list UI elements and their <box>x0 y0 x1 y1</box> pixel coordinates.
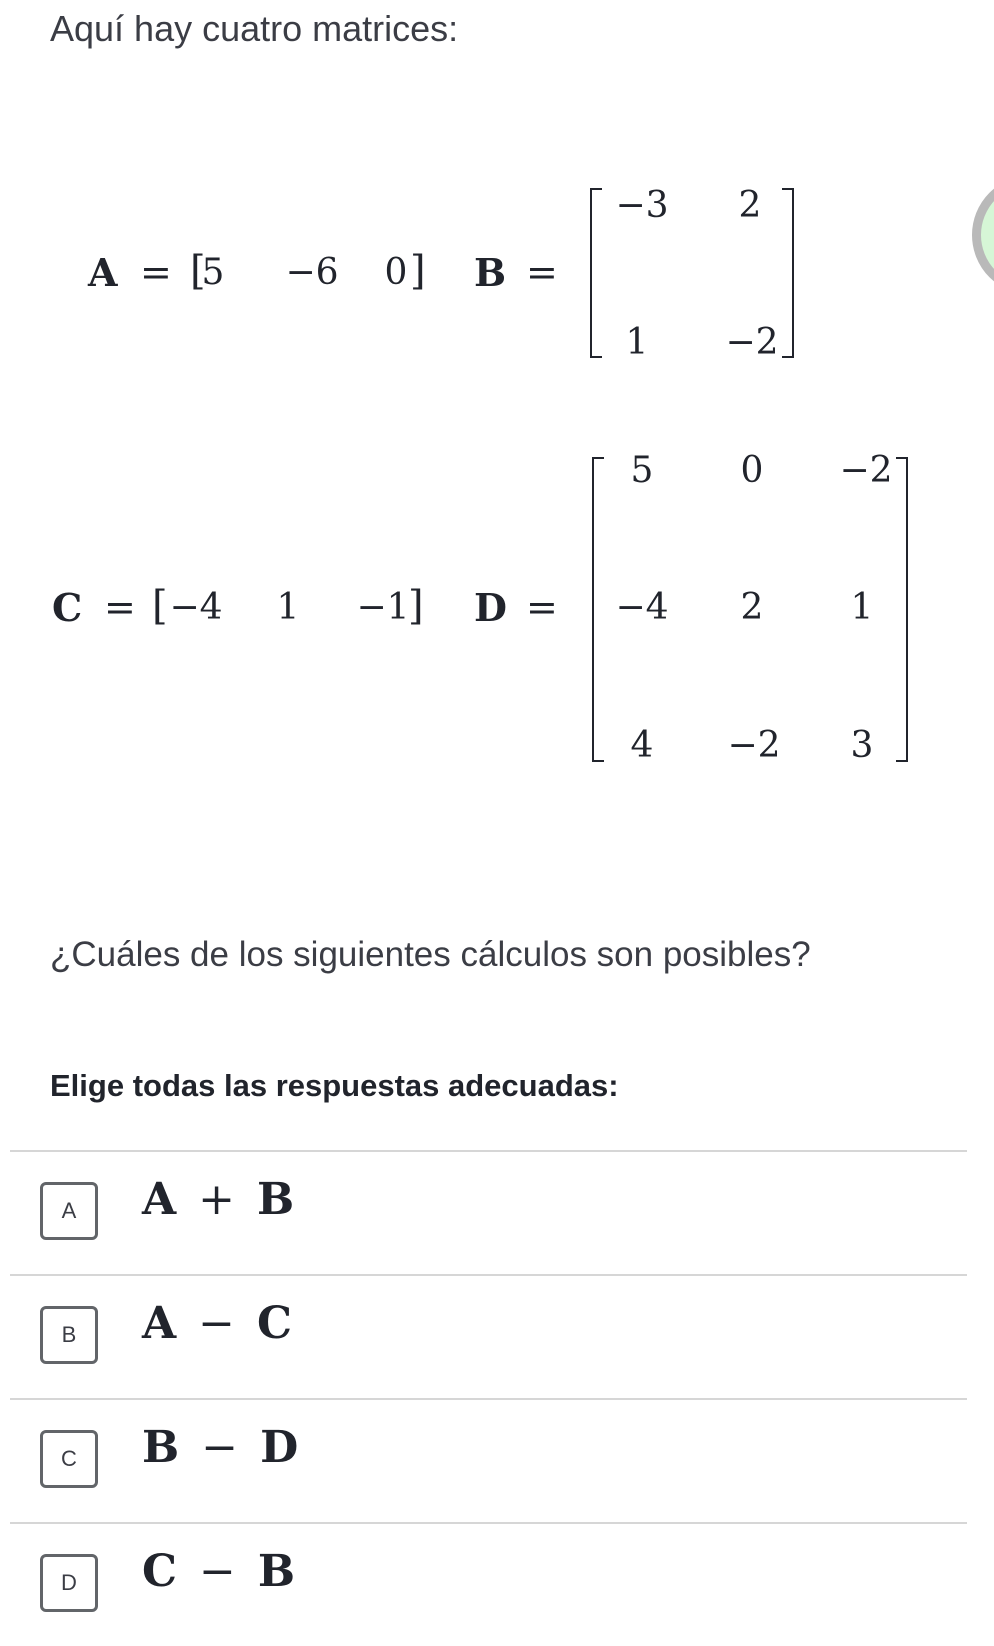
instruction-text: Elige todas las respuestas adecuadas: <box>50 1068 619 1103</box>
expr-right-operand: B <box>257 1174 295 1225</box>
choice-letter-badge: A <box>40 1182 98 1240</box>
matrix-b-cell: 1 <box>625 322 649 363</box>
matrix-c-cell: 1 <box>276 587 300 628</box>
matrix-d-equals: = <box>526 585 558 629</box>
expr-right-operand: D <box>260 1422 299 1473</box>
matrix-a-name: A <box>88 250 118 295</box>
matrix-c-equals: = <box>104 585 136 629</box>
matrix-a-cell: 5 <box>201 252 225 293</box>
matrix-d-cell: 0 <box>740 450 764 491</box>
matrix-a-left-bracket: [ <box>190 248 206 294</box>
choice-letter-badge: C <box>40 1430 98 1488</box>
expr-operator: + <box>198 1174 236 1225</box>
expr-left-operand: A <box>142 1174 177 1225</box>
choice-expression <box>142 1422 298 1473</box>
matrix-c-name: C <box>52 585 83 630</box>
matrix-a-right-bracket: ] <box>410 248 426 294</box>
matrix-d-right-bracket <box>896 457 908 762</box>
answer-choice-a[interactable] <box>10 1150 967 1274</box>
choice-expression <box>142 1174 294 1225</box>
matrix-a-cell: −6 <box>285 252 339 293</box>
matrix-d-cell: 3 <box>850 725 874 766</box>
matrix-b-cell: 2 <box>738 185 762 226</box>
matrix-c-cell: −4 <box>169 587 223 628</box>
matrix-d-cell: 5 <box>630 450 654 491</box>
matrix-b-equals: = <box>526 250 558 294</box>
question-text: ¿Cuáles de los siguientes cálculos son posibles? <box>50 935 811 974</box>
intro-text: Aquí hay cuatro matrices: <box>50 8 459 49</box>
answer-choice-c[interactable] <box>10 1398 967 1522</box>
matrix-d-cell: 1 <box>850 587 874 628</box>
matrix-a-equals: = <box>140 250 172 294</box>
expr-right-operand: B <box>257 1546 296 1597</box>
expr-left-operand: A <box>142 1298 177 1349</box>
matrix-c-cell: −1 <box>356 587 410 628</box>
matrix-d-cell: −2 <box>839 450 893 491</box>
expr-left-operand: B <box>142 1422 180 1473</box>
expr-operator: − <box>198 1298 236 1349</box>
matrix-c-right-bracket: ] <box>408 583 424 629</box>
matrix-b-cell: −3 <box>615 185 669 226</box>
choice-letter-badge: B <box>40 1306 98 1364</box>
matrix-a-cell: 0 <box>384 252 408 293</box>
matrix-d-cell: 4 <box>630 725 654 766</box>
matrix-c-left-bracket: [ <box>152 583 168 629</box>
expr-left-operand: C <box>142 1546 178 1597</box>
matrix-d-cell: 2 <box>740 587 764 628</box>
progress-indicator <box>972 175 994 295</box>
expr-operator: − <box>201 1422 239 1473</box>
answer-choice-d[interactable] <box>10 1522 967 1646</box>
choice-expression <box>142 1298 292 1349</box>
choice-letter-badge: D <box>40 1554 98 1612</box>
choice-expression <box>142 1546 295 1597</box>
matrix-b-right-bracket <box>782 188 794 358</box>
answer-choice-b[interactable] <box>10 1274 967 1398</box>
expr-operator: − <box>199 1546 236 1597</box>
matrix-d-cell: −4 <box>615 587 669 628</box>
matrix-b-cell: −2 <box>725 322 779 363</box>
matrix-d-name: D <box>474 585 507 630</box>
matrix-b-name: B <box>474 250 507 295</box>
expr-right-operand: C <box>257 1298 293 1349</box>
matrix-d-cell: −2 <box>727 725 781 766</box>
